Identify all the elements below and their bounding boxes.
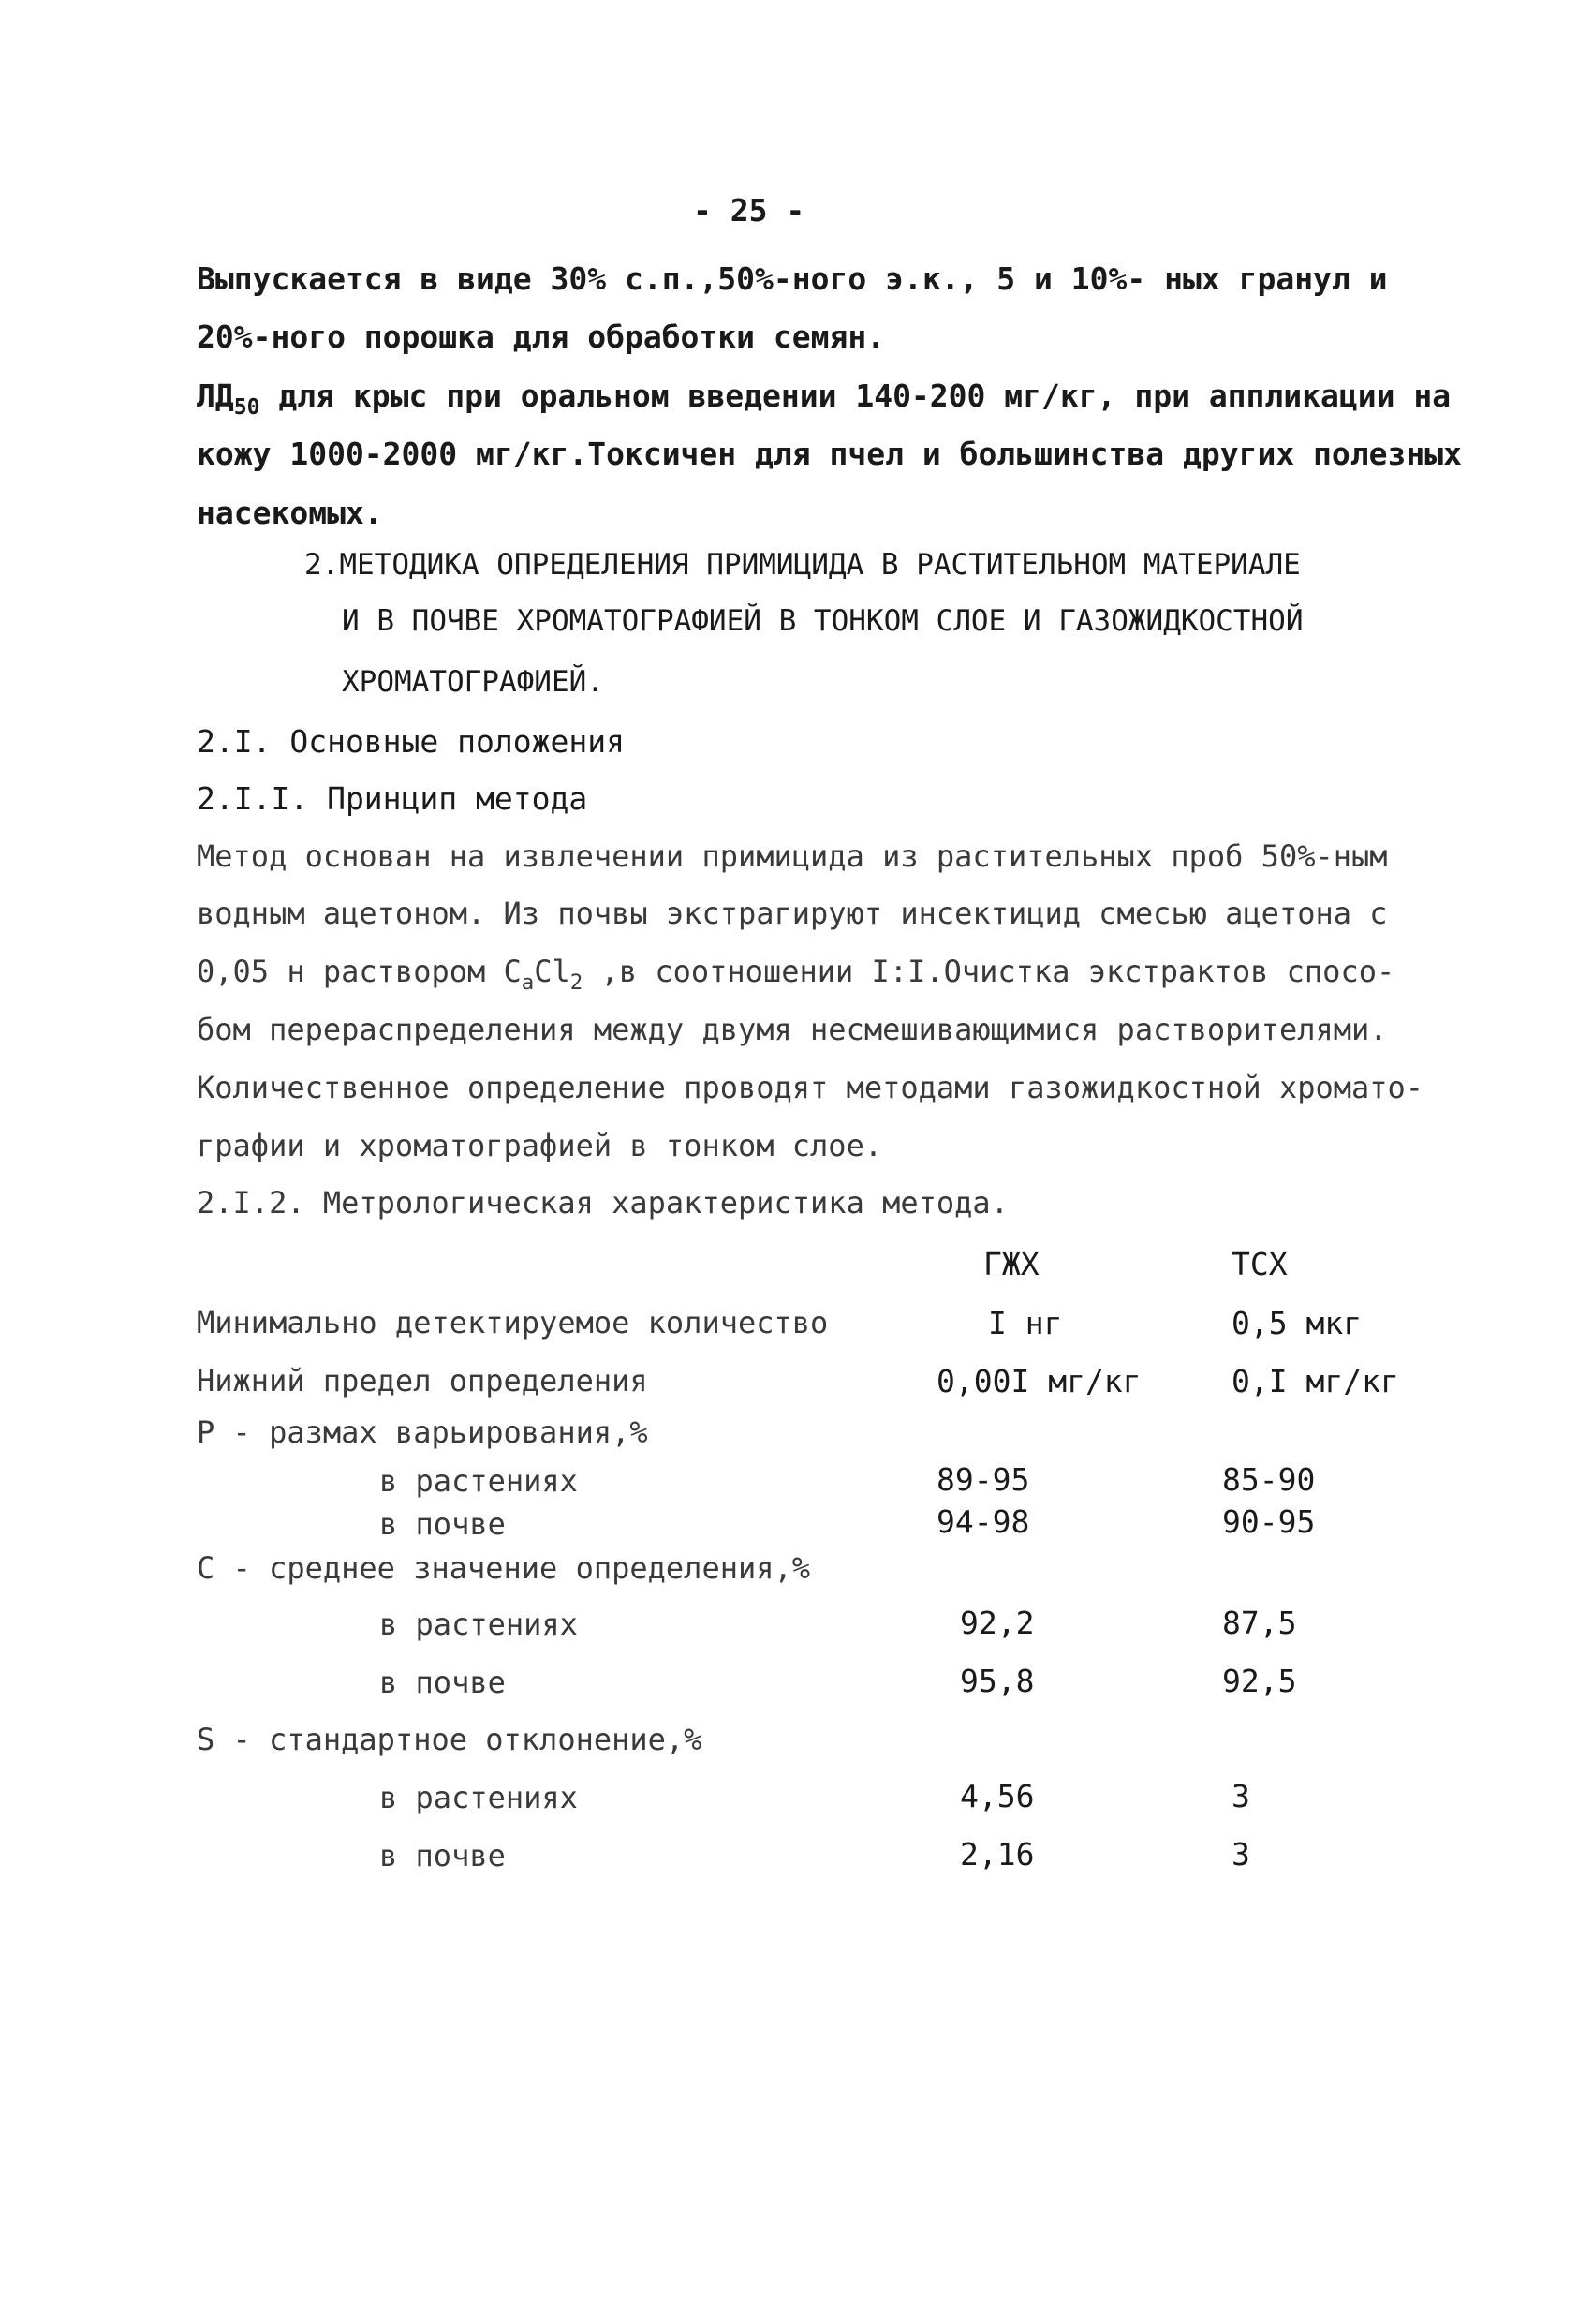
- subsection-heading: 2.I. Основные положения: [197, 723, 625, 760]
- table-cell-tskh: 92,5: [1222, 1663, 1297, 1699]
- table-row-label: Минимально детектируемое количество: [197, 1305, 829, 1340]
- table-row-label: P - размах варьирования,%: [197, 1414, 648, 1450]
- subsection-heading: 2.I.I. Принцип метода: [197, 780, 588, 817]
- table-cell-tskh: 3: [1232, 1778, 1250, 1814]
- subsection-heading: 2.I.2. Метрологическая характеристика метода.: [197, 1185, 1009, 1221]
- intro-line-3-text: для крыс при оральном введении 140-200 мг/кг, при аппликации на: [259, 377, 1452, 414]
- principle-line-3-start: 0,05 н раствором C: [197, 954, 522, 989]
- table-cell-tskh: 87,5: [1222, 1605, 1297, 1641]
- table-row-label: C - среднее значение определения,%: [197, 1550, 811, 1586]
- table-cell-gzhkh: 4,56: [960, 1778, 1035, 1814]
- section-heading-line-3: ХРОМАТОГРАФИЕЙ.: [342, 665, 604, 699]
- ld-label: ЛД: [197, 377, 234, 414]
- formula-text: Cl: [534, 954, 570, 989]
- table-row-label: в растениях: [379, 1463, 578, 1499]
- formula-subscript: a: [521, 970, 535, 995]
- table-cell-gzhkh: I нг: [988, 1305, 1063, 1341]
- table-cell-gzhkh: 0,00I мг/кг: [937, 1363, 1142, 1399]
- intro-line-2: 20%-ного порошка для обработки семян.: [197, 318, 886, 355]
- page-number: - 25 -: [693, 192, 805, 229]
- table-cell-gzhkh: 2,16: [960, 1836, 1035, 1873]
- table-cell-tskh: 85-90: [1222, 1461, 1316, 1498]
- table-cell-tskh: 3: [1232, 1836, 1250, 1873]
- principle-line-1: Метод основан на извлечении примицида из растительных проб 50%-ным: [197, 838, 1388, 874]
- intro-line-5: насекомых.: [197, 495, 383, 531]
- table-header-tskh: ТСХ: [1232, 1246, 1288, 1282]
- table-cell-tskh: 0,I мг/кг: [1232, 1363, 1399, 1399]
- section-heading-line-2: И В ПОЧВЕ ХРОМАТОГРАФИЕЙ В ТОНКОМ СЛОЕ И ГАЗОЖИДКОСТНОЙ: [342, 604, 1304, 638]
- principle-line-3-end: ,в соотношении I:I.Очистка экстрактов спосо-: [583, 954, 1395, 989]
- intro-line-4: кожу 1000-2000 мг/кг.Токсичен для пчел и большинства других полезных: [197, 436, 1463, 472]
- table-cell-gzhkh: 94-98: [937, 1503, 1030, 1540]
- table-row-label: в почве: [379, 1665, 506, 1700]
- table-row-label: в почве: [379, 1838, 506, 1873]
- table-cell-gzhkh: 95,8: [960, 1663, 1035, 1699]
- table-cell-gzhkh: 92,2: [960, 1605, 1035, 1641]
- principle-line-2: водным ацетоном. Из почвы экстрагируют инсектицид смесью ацетона с: [197, 896, 1388, 931]
- principle-line-3: [197, 954, 1395, 995]
- principle-line-6: графии и хроматографией в тонком слое.: [197, 1128, 883, 1163]
- table-row-label: S - стандартное отклонение,%: [197, 1722, 702, 1757]
- formula-subscript: 2: [569, 970, 583, 995]
- table-row-label: в растениях: [379, 1606, 578, 1642]
- table-cell-tskh: 0,5 мкг: [1232, 1305, 1363, 1341]
- table-header-gzhkh: ГЖХ: [983, 1246, 1040, 1282]
- table-row-label: в почве: [379, 1506, 506, 1542]
- section-heading-line-1: 2.МЕТОДИКА ОПРЕДЕЛЕНИЯ ПРИМИЦИДА В РАСТИТЕЛЬНОМ МАТЕРИАЛЕ: [304, 548, 1301, 582]
- principle-line-5: Количественное определение проводят методами газожидкостной хромато-: [197, 1070, 1424, 1105]
- ld-subscript: 50: [233, 395, 260, 421]
- table-cell-gzhkh: 89-95: [937, 1461, 1030, 1498]
- intro-line-3: [197, 377, 1452, 421]
- table-row-label: в растениях: [379, 1780, 578, 1815]
- principle-line-4: бом перераспределения между двумя несмешивающимися растворителями.: [197, 1012, 1388, 1047]
- intro-line-1: Выпускается в виде 30% с.п.,50%-ного э.к., 5 и 10%- ных гранул и: [197, 260, 1388, 297]
- table-cell-tskh: 90-95: [1222, 1503, 1316, 1540]
- table-row-label: Нижний предел определения: [197, 1363, 648, 1399]
